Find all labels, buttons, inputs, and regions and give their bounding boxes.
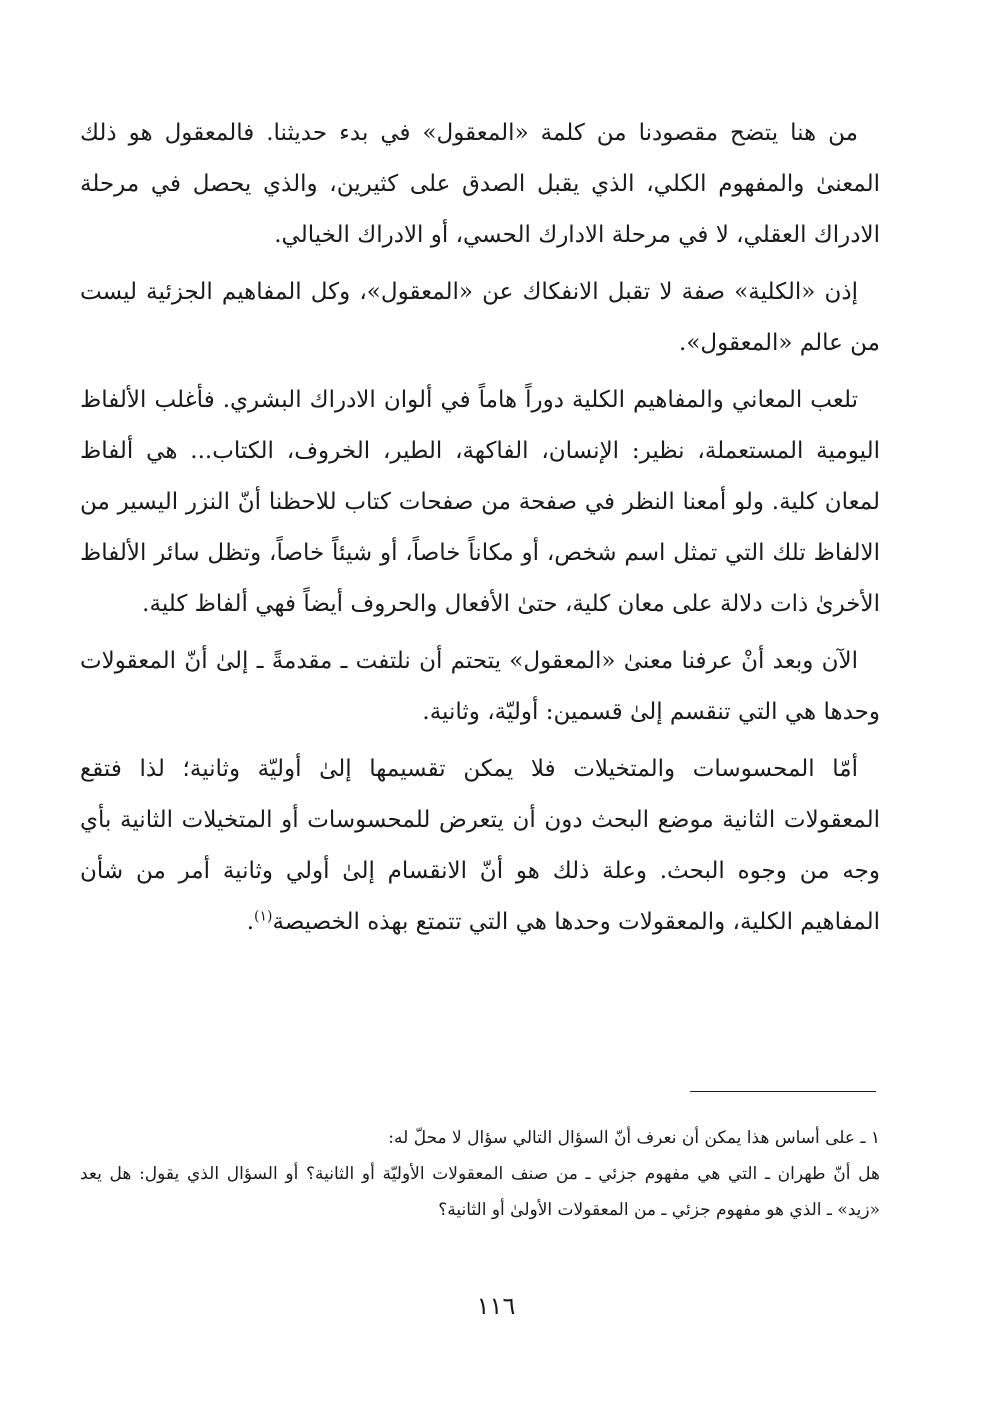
paragraph-5-text: أمّا المحسوسات والمتخيلات فلا يمكن تقسيمها إلىٰ أوليّة وثانية؛ لذا فتقع المعقولات الثانية موضع البحث دون أن يتعرض للمحسوسات أو المتخيلات الثانية بأي وجه من وجوه البحث. وعلة ذلك هو أنّ الانقسام إلىٰ أولي وثانية أمر من شأن المفاهيم الكلية، والمعقولات وحدها هي التي تتمتع بهذه الخصيصة — [80, 756, 880, 935]
paragraph-1: من هنا يتضح مقصودنا من كلمة «المعقول» في بدء حديثنا. فالمعقول هو ذلك المعنىٰ والمفهوم الكلي، الذي يقبل الصدق على كثيرين، والذي يحصل في مرحلة الادراك العقلي، لا في مرحلة الادارك الحسي، أو الادراك الخيالي. — [80, 120, 880, 248]
paragraph-4: الآن وبعد أنْ عرفنا معنىٰ «المعقول» يتحتم أن نلتفت ـ مقدمةً ـ إلىٰ أنّ المعقولات وحدها هي التي تنقسم إلىٰ قسمين: أوليّة، وثانية. — [80, 648, 880, 725]
footnotes — [80, 1120, 880, 1228]
main-text — [80, 108, 880, 948]
footnote-1-continuation: هل أنّ طهران ـ التي هي مفهوم جزئي ـ من صنف المعقولات الأوليّة أو الثانية؟ أو السؤال الذي يقول: هل يعد «زيد» ـ الذي هو مفهوم جزئي ـ من المعقولات الأولىٰ أو الثانية؟ — [80, 1164, 880, 1220]
footnote-reference[interactable]: (١) — [254, 908, 273, 925]
paragraph-3: تلعب المعاني والمفاهيم الكلية دوراً هاماً في ألوان الادراك البشري. فأغلب الألفاظ اليومية المستعملة، نظير: الإنسان، الفاكهة، الطير، الخروف، الكتاب... هي ألفاظ لمعان كلية. ولو أمعنا النظر في صفحة من صفحات كتاب للاحظنا أنّ النزر اليسير من الالفاظ تلك التي تمثل اسم شخص، أو مكاناً خاصاً، أو شيئاً خاصاً، وتظل سائر الألفاظ الأخرىٰ ذات دلالة على معان كلية، حتىٰ الأفعال والحروف أيضاً فهي ألفاظ كلية. — [80, 387, 881, 617]
page-number: ١١٦ — [476, 1292, 516, 1320]
paragraph-2: إذن «الكلية» صفة لا تقبل الانفكاك عن «المعقول»، وكل المفاهيم الجزئية ليست من عالم «المعقول». — [80, 279, 880, 356]
paragraph-5 — [80, 744, 880, 948]
paragraph-5-end: . — [246, 909, 255, 935]
footnote-1: ١ ـ على أساس هذا يمكن أن نعرف أنّ السؤال التالي سؤال لا محلّ له: — [388, 1128, 880, 1148]
footnote-divider — [690, 1091, 876, 1092]
